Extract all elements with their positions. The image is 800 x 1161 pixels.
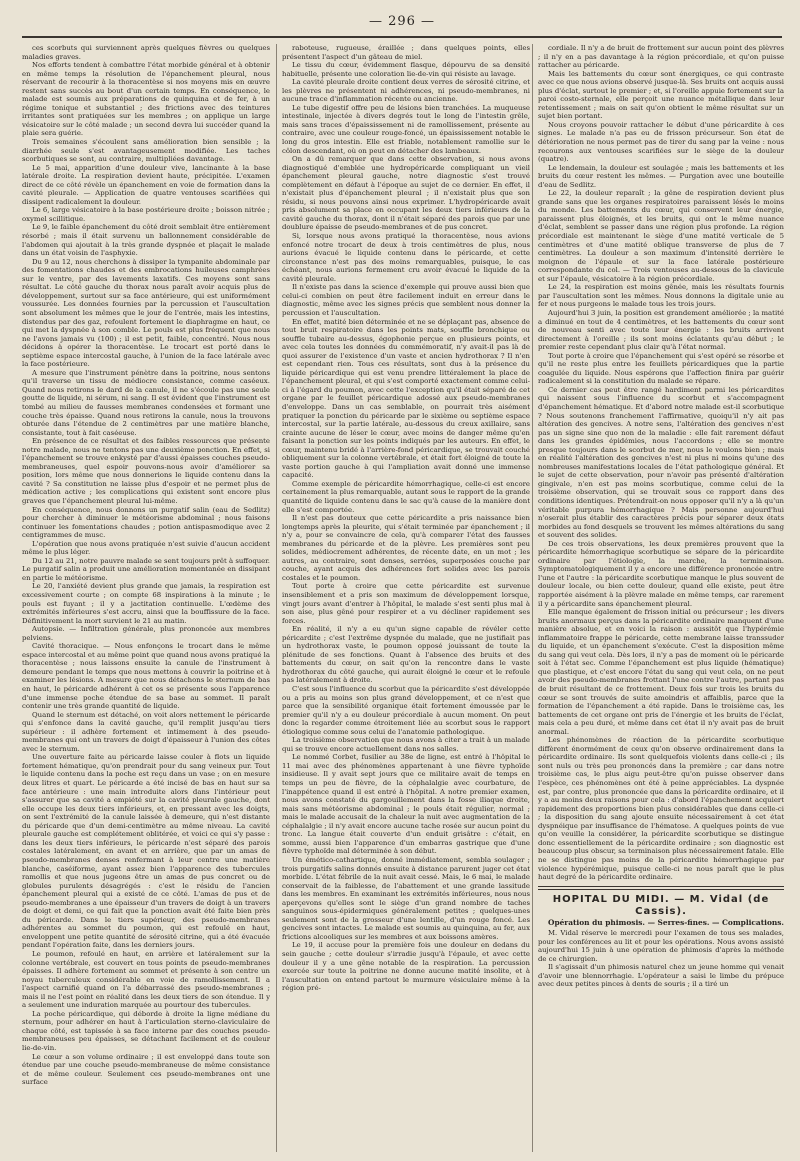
paragraph: Le 24, la respiration est moins gênée, mais les résultats fournis par l'auscultation sont les mêmes. Nous donnons la digitale unie au fer et nous purgeons le malade tous les trois jours. xyxy=(538,283,784,309)
paragraph: C'est sous l'influence du scorbut que la péricardite s'est développée ou a pris au moins son plus grand développement, et ce n'est que parce que la sensibilité organique était fortement émoussée par le premier qu'il n'y a eu douleur précordiale à aucun moment. On peut donc la regarder comme étroitement liée au scorbut sous le rapport étiologique comme sous celui de l'anatomie pathologique. xyxy=(282,685,530,736)
paragraph: En présence de ce résultat et des faibles ressources que présente notre malade, nous ne tentons pas une deuxième ponction. En effet, si l'épanchement se trouve enkysté par d'aussi épaisses couches pseudo-membraneuses, quel espoir pouvons-nous avoir d'améliorer sa position, lors même que nous donnerions le liquide contenu dans la cavité ? Sa constitution ne laisse plus d'espoir et ne permet plus de médication active ; les complications qui existent sont encore plus graves que l'épanchement pleural lui-même. xyxy=(22,437,270,505)
paragraph: Comme exemple de péricardite hémorrhagique, celle-ci est encore certainement la plus remarquable, autant sous le rapport de la grande quantité de liquide contenu dans le sac qu'à cause de la manière dont elle s'est comportée. xyxy=(282,479,530,514)
page-header xyxy=(22,10,782,38)
paragraph: Mais les battements du cœur sont énergiques, ce qui contraste avec ce que nous avions observé jusque-là. Ses bruits ont acquis aussi plus d'éclat, surtout le premier ; et, si l'oreille appuie fortement sur la paroi costo-sternale, elle perçoit une nuance métallique dans leur retentissement ; mais on sait qu'on obtient le même résultat sur un sujet bien portant. xyxy=(538,69,784,121)
paragraph: Une ouverture faite au péricarde laisse couler à flots un liquide fortement hématique, qu'on prendrait pour du sang veineux pur. Tout le liquide contenu dans la poche est reçu dans un vase ; on en mesure deux litres et quart. Le péricarde a été incisé de bas en haut sur sa face antérieure : une main introduite alors dans l'intérieur peut s'assurer que sa cavité a empiété sur la cavité pleurale gauche, dont elle occupe les deux tiers inférieurs, et, en pressant avec les doigts, on sent l'extrémité de la canule laissée à demeure, qui n'est distante du péricarde que d'un demi-centimètre au même niveau. La cavité pleurale gauche est complétement oblitérée, et voici ce qui s'y passe : dans les deux tiers inférieurs, le péricarde n'est séparé des parois costales latéralement, en avant et en arrière, que par un amas de pseudo-membranes denses renfermant à leur centre une matière blanche, caséiforme, ayant assez bien l'apparence des tubercules ramollis et que nous jugeons être un amas de pus concret ou de globules purulents désagrégés : c'est le résidu de l'ancien épanchement pleural qui a existé de ce côté. L'amas de pus et de pseudo-membranes a une épaisseur d'un travers de doigt à un travers de doigt et demi, ce qui fait que la ponction avait été faite bien près du péricarde. Dans le tiers supérieur, des pseudo-membranes adhérentes au sommet du poumon, qui est refoulé en haut, enveloppent une petite quantité de sérosité citrine, qui a été évacuée pendant l'opération faite, dans les derniers jours. xyxy=(22,753,270,950)
paragraph: Il n'existe pas dans la science d'exemple qui prouve aussi bien que celui-ci combien on peut être facilement induit en erreur dans le diagnostic, même avec les signes précis que semblent nous donner la percussion et l'auscultation. xyxy=(282,283,530,317)
paragraph: Elle manque également de frisson initial ou précurseur ; les divers bruits anormaux perçus dans la péricardite ordinaire manquent d'une manière absolue, et en voici la raison : aussitôt que l'hypérémie inflammatoire frappe le péricarde, cette membrane laisse transsuder du liquide, et un épanchement s'exécute. C'est la disposition même du sang qui veut cela. Dès lors, il n'y a pas de moment où le péricarde soit à l'état sec. Comme l'épanchement est plus liquide (hématique) que plastique, et c'est encore l'état du sang qui veut cela, on ne peut avoir des pseudo-membranes frottant l'une contre l'autre, partant pas de bruit résultant de ce frottement. Deux fois sur trois les bruits du cœur se sont trouvés de suite amoindris et affaiblis, parce que la formation de l'épanchement a été rapide. Dans le troisième cas, les battements de cet organe ont pris de l'énergie et les bruits de l'éclat, mais cela a peu duré, et même dans cet état il n'y avait pas de bruit anormal. xyxy=(538,608,784,736)
column-rule xyxy=(276,44,277,1152)
paragraph: Le cœur a son volume ordinaire ; il est enveloppé dans toute son étendue par une couche pseudo-membraneuse de même consistance et de même couleur. Seulement ces pseudo-membranes ont une surface xyxy=(22,1052,270,1087)
paragraph: M. Vidal réserve le mercredi pour l'examen de tous ses malades, pour les conférences au lit et pour les opérations. Nous avons assisté aujourd'hui 15 juin à une opération de phimosis d'après la méthode de ce chirurgien. xyxy=(538,929,784,963)
paragraph: La cavité pleurale droite contient deux verres de sérosité citrine, et les plèvres ne présentent ni adhérences, ni pseudo-membranes, ni aucune trace d'inflammation récente ou ancienne. xyxy=(282,78,530,104)
paragraph: A mesure que l'instrument pénètre dans la poitrine, nous sentons qu'il traverse un tissu de médiocre consistance, comme caséeux. Quand nous retirons le dard de la canule, il ne s'écoule pas une seule goutte de liquide, ni sérum, ni sang. Il est évident que l'instrument est tombé au milieu de fausses membranes condensées et formant une couche très épaisse. Quand nous retirons la canule, nous la trouvons obturée dans l'étendue de 2 centimètres par une matière blanche, consistante, tout à fait caséeuse. xyxy=(22,368,270,437)
paragraph: Il n'est pas douteux que cette péricardite a pris naissance bien longtemps après la pleurite, qui s'était terminée par épanchement ; il n'y a, pour se convaincre de cela, qu'à comparer l'état des fausses membranes du péricarde et de la plèvre. Les premières sont peu solides, médiocrement adhérentes, de récente date, en un mot ; les autres, au contraire, sont denses, serrées, superposées couche par couche, ayant acquis des adhérences fort solides avec les parois costales et le poumon. xyxy=(282,514,530,582)
paragraph: La troisième observation que nous avons à citer a trait à un malade qui se trouve encore actuellement dans nos salles. xyxy=(282,736,530,753)
section-divider xyxy=(538,889,784,890)
paragraph: Le 19, il accuse pour la première fois une douleur en dedans du sein gauche ; cette douleur s'irradie jusqu'à l'épaule, et avec cette douleur il y a une gêne notable de la respiration. La percussion exercée sur toute la poitrine ne donne aucune matité insolite, et à l'auscultation on entend partout le murmure vésiculaire même à la région pré- xyxy=(282,941,530,993)
paragraph: En effet, matité bien déterminée et ne se déplaçant pas, absence de tout bruit respiratoire dans les points mats, souffle bronchique ou souffle tubaire au-dessus, égophonie perçue en plusieurs points, et avec cela toutes les données du commémoratif, n'y avait-il pas là de quoi assurer de l'existence d'un vaste et ancien hydrothorax ? Il n'en est cependant rien. Tous ces résultats, sont dus à la présence du liquide péricardique qui est venu prendre littéralement la place de l'épanchement pleural, et qui s'est comporté exactement comme celui-ci à l'égard du poumon, avec cette l'exception qu'il était séparé de cet organe par le feuillet péricardique adossé aux pseudo-membranes d'enveloppe. Dans un cas semblable, on pourrait très aisément pratiquer la ponction du péricarde par le sixième ou septième espace intercostal, sur la partie latérale, au-dessous du creux axillaire, sans crainte aucune de léser le cœur, avec moins de danger même qu'en faisant la ponction sur les points indiqués par les auteurs. En effet, le cœur, maintenu bridé à l'arrière-fond péricardique, se trouvait couché obliquement sur la colonne vertébrale, et était fort éloigné de toute la vaste portion gauche à qui l'ampliation avait donné une immense capacité. xyxy=(282,317,530,480)
paragraph: ces scorbuts qui surviennent après quelques fièvres ou quelques maladies graves. xyxy=(22,44,270,61)
paragraph: Le tube digestif offre peu de lésions bien tranchées. La muqueuse intestinale, injectée à divers degrés tout le long de l'intestin grêle, mais sans traces d'épaississement ni de ramollissement, présente au contraire, avec une couleur rouge-foncé, un épaississement notable le long du gros intestin. Elle est friable, notablement ramollie sur le côlon descendant, où on peut en détacher des lambeaux. xyxy=(282,103,530,155)
paragraph: Aujourd'hui 3 juin, la position est grandement améliorée ; la matité a diminué en tout de 4 centimètres, et les battements du cœur sont de nouveau senti avec toute leur énergie : les bruits arrivent directement à l'oreille ; ils sont moins éclatants qu'au début ; le premier reste cependant plus clair qu'à l'état normal. xyxy=(538,308,784,352)
paragraph: La poche péricardique, qui déborde à droite la ligne médiane du sternum, pour adhérer en haut à l'articulation sterno-claviculaire de chaque côté, est tapissée à sa face interne par des couches pseudo-membraneuses peu épaisses, se détachant facilement et de couleur lie-de-vin. xyxy=(22,1009,270,1052)
section-divider xyxy=(538,886,784,887)
paragraph: En conséquence, nous donnons un purgatif salin (eau de Sedlitz) pour chercher à diminuer le météorisme abdominal ; nous faisons continuer les fomentations chaudes ; potion antispasmodique avec 2 centigrammes de musc. xyxy=(22,505,270,540)
paragraph: Le 6, large vésicatoire à la base postérieure droite ; boisson nitrée ; oxymel scillitique. xyxy=(22,206,270,223)
paragraph: Un émético-cathartique, donné immédiatement, sembla soulager ; trois purgatifs salins donnés ensuite à distance parurent juger cet état morbide. L'état fébrile de la nuit avait cessé. Mais, le 6 mai, le malade conservait de la faiblesse, de l'abattement et une grande lassitude dans les membres. En examinant les extrémités inférieures, nous nous aperçevons qu'elles sont le siège d'un grand nombre de taches sanguinos sous-épidermiques généralement petites ; quelques-unes seulement sont de la grosseur d'une lentille, d'un rouge foncé. Les gencives sont intactes. Le malade est soumis au quinquina, au fer, aux frictions alcooliques sur les membres et aux boissons amères. xyxy=(282,855,530,941)
paragraph: Le lendemain, la douleur est soulagée ; mais les battements et les bruits du cœur restent les mêmes. — Purgation avec une bouteille d'eau de Sedlitz. xyxy=(538,163,784,189)
paragraph: Les phénomènes de réaction de la péricardite scorbutique diffèrent énormément de ceux qu'on observe ordinairement dans la péricardite ordinaire. Ils sont quelquefois violents dans celle-ci ; ils sont nuls ou très peu prononcés dans la première ; car dans notre troisième cas, le plus aigu peut-être qu'on puisse observer dans l'espèce, ces phénomènes ont été à peine appréciables. La dyspnée est, par contre, plus prononcée que dans la péricardite ordinaire, et il y a au moins deux raisons pour cela : d'abord l'épanchement acquiert rapidement des proportions bien plus considérables que dans celle-ci ; la disposition du sang ajoute ensuite nécessairement à cet état dyspnéique par insuffisance de l'hématose. A quelques points de vue qu'on veuille la considérer, la péricardite scorbutique se distingue donc essentiellement de la péricardite ordinaire ; son diagnostic est beaucoup plus obscur, sa terminaison plus nécessairement fatale. Elle ne se distingue pas moins de la péricardite hémorrhagique par violence hypérémique, puisque celle-ci ne nous paraît que le plus haut degré de la péricardite ordinaire. xyxy=(538,736,784,882)
section-subtitle: Opération du phimosis. — Serres-fines. — Complications. xyxy=(548,917,784,927)
paragraph: On a dû remarquer que dans cette observation, si nous avons diagnostiqué d'emblée une hydropéricarde compliquant un vieil épanchement pleural gauche, notre diagnostic s'est trouvé complètement en défaut à l'époque au sujet de ce dernier. En effet, il n'existait plus d'épanchement pleural ; il n'existait plus que son résidu, si nous pouvons ainsi nous exprimer. L'hydropéricarde avait pris absolument sa place en occupant les deux tiers inférieurs de la cavité gauche du thorax, dont il n'était séparé des parois que par une doublure épaisse de pseudo-membranes et de pus concret. xyxy=(282,155,530,232)
paragraph: Le tissu du cœur, évidemment flasque, dépourvu de sa densité habituelle, présente une coloration lie-de-vin qui résiste au lavage. xyxy=(282,61,530,78)
paragraph: Nos efforts tendent à combattre l'état morbide général et à obtenir en même temps la résolution de l'épanchement pleural, nous réservant de recourir à la thoracentèse si nos moyens mis en œuvre restent sans succès au bout d'un certain temps. En conséquence, le malade est soumis aux préparations de quinquina et de fer, à un régime tonique et substantiel ; des frictions avec des teintures irritantes sont pratiquées sur les membres ; on applique un large vésicatoire sur le côté malade ; un second devra lui succéder quand la plaie sera guérie. xyxy=(22,61,270,138)
column-1 xyxy=(22,44,270,1152)
paragraph: Tout porte à croire que cette péricardite est survenue insensiblement et a pris son maximum de développement lorsque, vingt jours avant d'entrer à l'hôpital, le malade s'est senti plus mal à son aise, plus gêné pour respirer et a vu décliner rapidement ses forces. xyxy=(282,582,530,625)
paragraph: Le 20, l'anxiété devient plus grande que jamais, la respiration est excessivement courte ; on compte 68 inspirations à la minute ; le pouls est fuyant ; il y a jactitation continuelle. L'œdème des extrémités inférieures s'est accru, ainsi que la bouffissure de la face. Définitivement la mort survient le 21 au matin. xyxy=(22,582,270,625)
paragraph: Ce dernier cas peut être rangé hardiment parmi les péricardites qui naissent sous l'influence du scorbut et s'accompagnent d'épanchement hématique. Et d'abord notre malade est-il scorbutique ? Nous soutenons franchement l'affirmative, quoiqu'il n'y ait pas altération des gencives. A notre sens, l'altération des gencives n'est pas un signe sine quo non de la maladie : elle fait rarement défaut dans les grandes épidémies, nous l'accordons ; elle se montre presque toujours dans le scorbut de mer, nous le voulons bien ; mais en réalité l'altération des gencives n'est ni plus ni moins qu'une des nombreuses manifestations locales de l'état pathologique général. Et le sujet de cette observation, pour n'avoir pas présenté d'altération gingivale, n'en est pas moins scorbutique, comme celui de la troisième observation, qui se trouvait sous ce rapport dans des conditions identiques. Prétendrait-on nous opposer qu'il n'y a là qu'un véritable purpura hémorrhagique ? Mais personne aujourd'hui n'oserait plus établir des caractères précis pour séparer deux états morbides au fond desquels se trouvent les mêmes altérations du sang et souvent des solides. xyxy=(538,385,784,540)
paragraph: Le 9, le faible épanchement du côté droit semblait être entièrement résorbé ; mais il était survenu un ballonnement considérable de l'abdomen qui ajoutait à la très grande dyspnée et plaçait le malade dans un état voisin de l'asphyxie. xyxy=(22,223,270,258)
paragraph: Autopsie. — Infiltration générale, plus prononcée aux membres pelviens. xyxy=(22,625,270,642)
paragraph: Du 12 au 21, notre pauvre malade se sent toujours prêt à suffoquer. Le purgatif salin a produit une amélioration momentanée en dissipant en partie le météorisme. xyxy=(22,556,270,582)
paragraph: L'opération que nous avons pratiquée n'est suivie d'aucun accident même le plus léger. xyxy=(22,539,270,557)
paragraph: Le poumon, refoulé en haut, en arrière et latéralement sur la colonne vertébrale, est couvert en tous points de pseudo-membranes épaisses. Il adhère fortement au sommet et présente à son centre un noyau tuberculeux considérable en voie de ramollissement. Il a l'aspect carnifié quand on l'a débarrassé des pseudo-membranes ; mais il ne l'est point en réalité dans les deux tiers de son étendue. Il y a seulement une induration marquée au pourtour des tubercules. xyxy=(22,949,270,1010)
paragraph: Le 5 mai, apparition d'une douleur vive, lancinante à la base latérale droite. La respiration devient haute, précipitée. L'examen direct de ce côté révèle un épanchement en voie de formation dans la cavité pleurale. — Application de quatre ventouses scarifiées qui dissipent radicalement la douleur. xyxy=(22,163,270,206)
paragraph: Cavité thoracique. — Nous enfonçons le trocart dans le même espace intercostal et au même point que quand nous avons pratiqué la thoracentèse ; nous laissons ensuite la canule de l'instrument à demeure pendant le temps que nous mettons à couvrir la poitrine et à examiner les lésions. A mesure que nous détachons le sternum de bas en haut, le péricarde adhérent à cet os se présente sous l'apparence d'une immense poche étendue de sa base au sommet. Il paraît contenir une très grande quantité de liquide. xyxy=(22,642,270,711)
paragraph: En réalité, il n'y a eu qu'un signe capable de révéler cette péricardite ; c'est l'extrême dyspnée du malade, que ne justifiait pas un hydrothorax vaste, le poumon opposé jouissant de toute la plénitude de ses fonctions. Quant à l'absence des bruits et des battements du cœur, on sait qu'on la rencontre dans le vaste hydrothorax du côté gauche, qui aurait éloigné le cœur et le refoule pas latéralement à droite. xyxy=(282,625,530,685)
paragraph: Il s'agissait d'un phimosis naturel chez un jeune homme qui venait d'avoir une blennorrhagie. L'opérateur a saisi le limbe du prépuce avec deux petites pinces à dents de souris ; il a tiré un xyxy=(538,963,784,989)
paragraph: Tout porte à croire que l'épanchement qui s'est opéré se résorbe et qu'il ne reste plus entre les feuillets péricardiques que la partie coagulée du liquide. Nous espérons que l'affection finira par guérir radicalement si la constitution du malade se répare. xyxy=(538,351,784,386)
paragraph: raboteuse, rugueuse, éraillée ; dans quelques points, elles présentent l'aspect d'un gâteau de miel. xyxy=(282,44,530,61)
paragraph: Le 22, la douleur reparaît ; la gêne de respiration devient plus grande sans que les organes respiratoires paraissent lésés le moins du monde. Les battements du cœur, qui conservent leur énergie, paraissent plus éloignés, et les bruits, qui ont le même nuance d'éclat, semblent se passer dans une région plus profonde. La région précordiale est maintenant le siège d'une matité verticale de 5 centimètres et d'une matité oblique transverse de plus de 7 centimètres. La douleur a son maximum d'intensité derrière le moignon de l'épaule et sur la face latérale postérieure correspondante du col. — Trois ventouses au-dessous de la clavicule et sur l'épaule, vésicatoire à la région précordiale. xyxy=(538,189,784,283)
paragraph: Nous croyons pouvoir rattacher le début d'une péricardite à ces signes. Le malade n'a pas eu de frisson précurseur. Son état de détérioration ne nous permet pas de tirer du sang par la veine : nous recourons aux ventouses scarifiées sur le siège de la douleur (quatre). xyxy=(538,120,784,164)
paragraph: Du 9 au 12, nous cherchons à dissiper la tympanite abdominale par des fomentations chaudes et des embrocations huileuses camphrées sur le ventre, par des lavements laxatifs. Ces moyens sont sans résultat. Le côté gauche du thorax nous paraît avoir acquis plus de développement, surtout sur sa face antérieure, qui est uniformément voussurée. Les données fournies par la percussion et l'auscultation sont absolument les mêmes que le jour de l'entrée, mais les intestins, distendus par des gaz, refoulent fortement le diaphragme en haut, ce qui met la dyspnée à son comble. Le pouls est plus fréquent que nous ne l'avons jamais vu (100) ; il est petit, faible, concentré. Nous nous décidons à opérer la thoracentèse. Le trocart est porté dans le septième espace intercostal gauche, à l'union de la face latérale avec la face postérieure. xyxy=(22,257,270,369)
column-rule xyxy=(532,44,533,1152)
section-title: HOPITAL DU MIDI. — M. Vidal (de Cassis). xyxy=(552,893,770,917)
paragraph: Si, lorsque nous avons pratiqué la thoracentèse, nous avions enfoncé notre trocart de deux à trois centimètres de plus, nous aurions évacué le liquide contenu dans le péricarde, et cette circonstance n'est pas des moins remarquables, puisque, le cas échéant, nous aurions fermement cru avoir évacué le liquide de la cavité pleurale. xyxy=(282,232,530,283)
paragraph: De ces trois observations, les deux premières prouvent que la péricardite hémorrhagique scorbutique se sépare de la péricardite ordinaire par l'étiologie, la marche, la terminaison. Symptomatologiquement il y a encore une différence prononcée entre l'une et l'autre : la péricardite scorbutique manque le plus souvent de douleur locale, ou bien cette douleur, quand elle existe, peut être rapportée aisément à la plèvre malade en même temps, car rarement il y a péricardite sans épanchement pleural. xyxy=(538,539,784,608)
paragraph: cordiale. Il n'y a de bruit de frottement sur aucun point des plèvres ; il n'y en a pas davantage à la région précordiale, et qu'on puisse rattacher au péricarde. xyxy=(538,44,784,70)
paragraph: Quand le sternum est détaché, on voit alors nettement le péricarde qui s'enfonce dans la cavité gauche, qu'il remplit jusqu'au tiers supérieur : il adhère fortement et intimement à des pseudo-membranes qui ont un travers de doigt d'épaisseur à l'union des côtes avec le sternum. xyxy=(22,710,270,753)
paragraph: Le nommé Corbet, fusilier au 38e de ligne, est entré à l'hôpital le 11 mai avec des phénomènes appartenant à une fièvre typhoïde insidieuse. Il y avait sept jours que ce militaire avait de temps en temps un peu de fièvre, de la céphalalgie avec courbature, de l'inappétence quand il est entré à l'hôpital. A notre premier examen, nous avons constaté du gargouillement dans la fosse iliaque droite, mais sans météorisme abdominal ; le pouls était régulier, normal ; mais le malade accusait de la chaleur la nuit avec augmentation de la céphalalgie ; il n'y avait encore aucune tache rosée sur aucun point du tronc. La langue était couverte d'un enduit grisâtre : c'était, en somme, aussi bien l'apparence d'un embarras gastrique que d'une fièvre typhoïde mal déterminée à son début. xyxy=(282,753,530,856)
paragraph: Trois semaines s'écoulent sans amélioration bien sensible ; la diarrhée seule s'est avantageusement modifiée. Les taches scorbutiques se sont, au contraire, multipliées davantage. xyxy=(22,138,270,164)
column-2 xyxy=(282,44,530,1152)
page-number: — 296 — xyxy=(368,14,436,29)
column-3 xyxy=(538,44,784,1152)
